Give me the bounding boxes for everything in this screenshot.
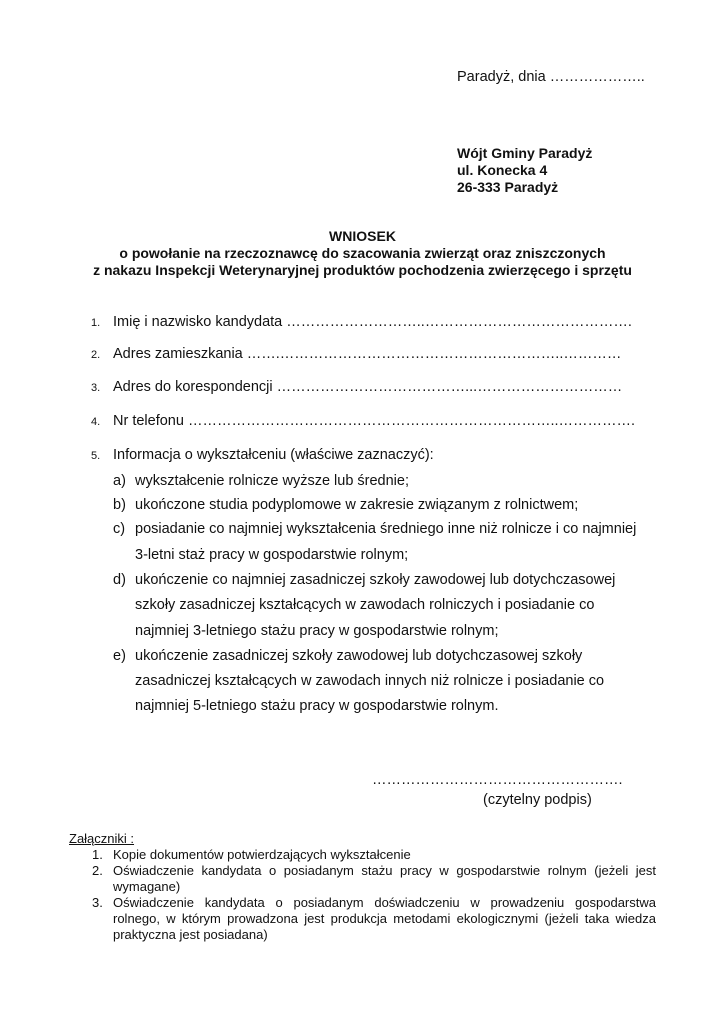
- field-number: 1.: [91, 317, 101, 329]
- signature-label: (czytelny podpis): [483, 792, 592, 808]
- option-letter: e): [113, 648, 126, 664]
- attachment-text: Oświadczenie kandydata o posiadanym doświadczeniu w prowadzeniu gospodarstwa rolnego, w którym prowadzona jest produkcja metodami ekologicznymi (jeżeli taka wiedza praktyczna jest posiadana): [113, 895, 656, 942]
- attachment-text: Oświadczenie kandydata o posiadanym stażu pracy w gospodarstwie rolnym (jeżeli jest wymagane): [113, 863, 656, 894]
- option-d-continued: najmniej 3-letniego stażu pracy w gospodarstwie rolnym;: [135, 623, 499, 639]
- attachment-number: 3.: [92, 895, 103, 910]
- title-line-1: o powołanie na rzeczoznawcę do szacowania zwierząt oraz zniszczonych: [119, 245, 606, 261]
- signature-line[interactable]: …………………………………………….: [372, 772, 623, 788]
- attachment-item: [92, 895, 656, 943]
- attachment-number: 2.: [92, 863, 103, 878]
- option-e[interactable]: ukończenie zasadniczej szkoły zawodowej lub dotychczasowej szkoły: [135, 648, 583, 664]
- option-b[interactable]: ukończone studia podyplomowe w zakresie związanym z rolnictwem;: [135, 497, 579, 513]
- option-d-continued: szkoły zasadniczej kształcących w zawodach rolniczych i posiadanie co: [135, 597, 595, 613]
- date-line: Paradyż, dnia ………………..: [457, 69, 645, 85]
- document-title: WNIOSEK: [329, 228, 396, 244]
- field-correspondence-address[interactable]: Adres do korespondencji …………………………………...…………………………: [113, 379, 623, 395]
- attachments-heading: Załączniki :: [69, 831, 135, 846]
- option-e-continued: najmniej 5-letniego stażu pracy w gospodarstwie rolnym.: [135, 698, 499, 714]
- option-c[interactable]: posiadanie co najmniej wykształcenia średniego inne niż rolnicze i co najmniej: [135, 521, 637, 537]
- attachment-text: Kopie dokumentów potwierdzających wykształcenie: [113, 847, 411, 862]
- option-e-continued: zasadniczej kształcących w zawodach innych niż rolnicze i posiadanie co: [135, 673, 605, 689]
- field-number: 5.: [91, 450, 101, 462]
- addressee-street: ul. Konecka 4: [457, 162, 548, 178]
- addressee-name: Wójt Gminy Paradyż: [457, 145, 593, 161]
- field-phone[interactable]: Nr telefonu …………………………………………………………………..…………….: [113, 413, 636, 429]
- option-a[interactable]: wykształcenie rolnicze wyższe lub średnie;: [135, 473, 409, 489]
- attachment-number: 1.: [92, 847, 103, 862]
- field-address[interactable]: Adres zamieszkania …….…………………………………………………..…………: [113, 346, 622, 362]
- attachment-item: [92, 863, 656, 895]
- attachment-item: [92, 847, 656, 863]
- option-letter: a): [113, 473, 126, 489]
- option-letter: b): [113, 497, 126, 513]
- addressee-city: 26-333 Paradyż: [457, 179, 559, 195]
- field-name[interactable]: Imię i nazwisko kandydata ………………………..…………………………………….: [113, 314, 632, 330]
- option-letter: c): [113, 521, 126, 537]
- option-letter: d): [113, 572, 126, 588]
- education-heading: Informacja o wykształceniu (właściwe zaznaczyć):: [113, 447, 434, 463]
- field-number: 3.: [91, 382, 101, 394]
- option-d[interactable]: ukończenie co najmniej zasadniczej szkoły zawodowej lub dotychczasowej: [135, 572, 616, 588]
- title-line-2: z nakazu Inspekcji Weterynaryjnej produktów pochodzenia zwierzęcego i sprzętu: [93, 262, 632, 278]
- field-number: 4.: [91, 416, 101, 428]
- field-number: 2.: [91, 349, 101, 361]
- option-c-continued: 3-letni staż pracy w gospodarstwie rolnym;: [135, 547, 409, 563]
